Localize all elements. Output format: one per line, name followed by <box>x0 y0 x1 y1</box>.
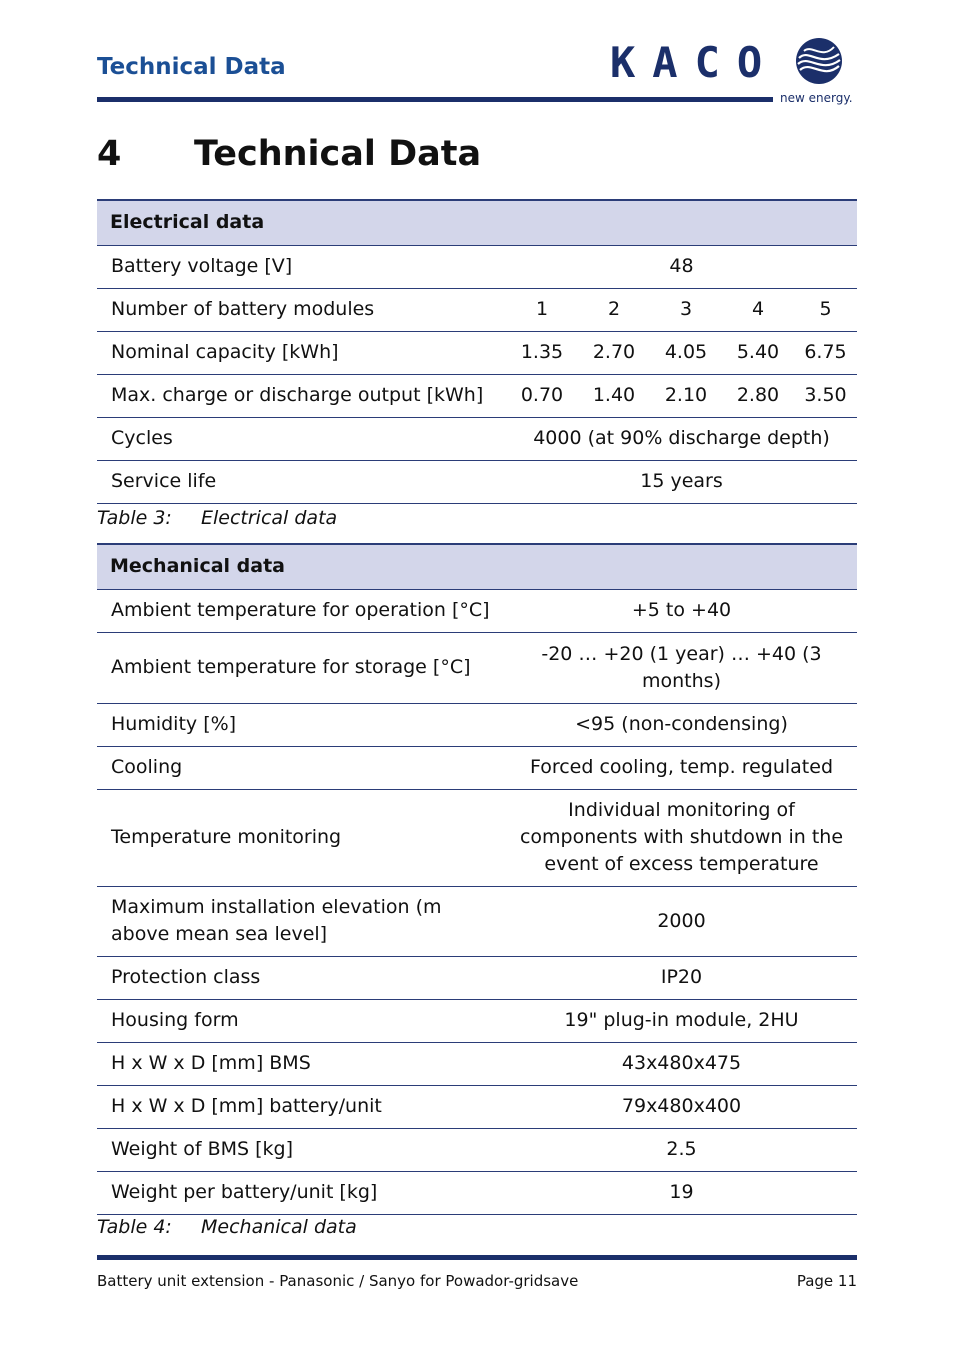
table-row <box>97 956 857 999</box>
row-value: 19" plug-in module, 2HU <box>506 999 857 1042</box>
row-label: Battery voltage [V] <box>97 245 506 288</box>
row-value: 48 <box>506 245 857 288</box>
row-label: H x W x D [mm] BMS <box>97 1042 506 1085</box>
row-label: Ambient temperature for operation [°C] <box>97 589 506 632</box>
electrical-heading: Electrical data <box>97 200 857 245</box>
table-row <box>97 886 857 956</box>
row-label: Housing form <box>97 999 506 1042</box>
row-label: Temperature monitoring <box>97 789 506 886</box>
footer-page-number: Page 11 <box>796 1272 857 1290</box>
row-value: 2.70 <box>578 331 650 374</box>
running-header-title: Technical Data <box>97 54 286 80</box>
row-label: Cycles <box>97 417 506 460</box>
table-row <box>97 1128 857 1171</box>
table-row <box>97 374 857 417</box>
table-row <box>97 288 857 331</box>
row-value: 79x480x400 <box>506 1085 857 1128</box>
row-label: Max. charge or discharge output [kWh] <box>97 374 506 417</box>
table-heading-row <box>97 544 857 589</box>
row-value: 2000 <box>506 886 857 956</box>
row-value: 4.05 <box>650 331 722 374</box>
row-value: 4 <box>722 288 794 331</box>
header-rule <box>97 97 773 102</box>
table-row <box>97 460 857 503</box>
row-value: 3.50 <box>794 374 857 417</box>
row-value: 2.80 <box>722 374 794 417</box>
row-value: +5 to +40 <box>506 589 857 632</box>
table-row <box>97 1171 857 1214</box>
row-label: Humidity [%] <box>97 703 506 746</box>
footer-rule <box>97 1255 857 1260</box>
row-label: H x W x D [mm] battery/unit <box>97 1085 506 1128</box>
table-row <box>97 999 857 1042</box>
table-row <box>97 789 857 886</box>
footer-document-title: Battery unit extension - Panasonic / Sanyo for Powador-gridsave <box>97 1272 579 1290</box>
row-label: Weight of BMS [kg] <box>97 1128 506 1171</box>
row-value: 4000 (at 90% discharge depth) <box>506 417 857 460</box>
row-value: -20 … +20 (1 year) … +40 (3 months) <box>506 632 857 703</box>
table-heading-row <box>97 200 857 245</box>
logo-swirl-icon <box>794 36 844 86</box>
chapter-number: 4 <box>97 134 122 174</box>
table-3-caption <box>97 507 337 529</box>
kaco-logo <box>608 34 868 114</box>
row-label: Service life <box>97 460 506 503</box>
table-row <box>97 1042 857 1085</box>
table-row <box>97 589 857 632</box>
row-label: Maximum installation elevation (m above mean sea level] <box>97 886 506 956</box>
row-value: 2 <box>578 288 650 331</box>
table-row <box>97 746 857 789</box>
row-value: 5.40 <box>722 331 794 374</box>
row-value: 5 <box>794 288 857 331</box>
row-value: 3 <box>650 288 722 331</box>
row-label: Cooling <box>97 746 506 789</box>
table-row <box>97 1085 857 1128</box>
row-value: 2.10 <box>650 374 722 417</box>
row-value: 1 <box>506 288 578 331</box>
row-label: Protection class <box>97 956 506 999</box>
chapter-title: Technical Data <box>194 134 482 174</box>
row-value: 6.75 <box>794 331 857 374</box>
row-label: Ambient temperature for storage [°C] <box>97 632 506 703</box>
caption-text: Mechanical data <box>201 1216 357 1238</box>
row-label: Nominal capacity [kWh] <box>97 331 506 374</box>
mechanical-heading: Mechanical data <box>97 544 857 589</box>
table-row <box>97 632 857 703</box>
logo-wordmark: KACO <box>610 38 780 87</box>
row-value: 1.40 <box>578 374 650 417</box>
row-value: IP20 <box>506 956 857 999</box>
table-row <box>97 245 857 288</box>
row-value: 1.35 <box>506 331 578 374</box>
row-value: Individual monitoring of components with shutdown in the event of excess temperature <box>506 789 857 886</box>
row-value: 0.70 <box>506 374 578 417</box>
row-label: Weight per battery/unit [kg] <box>97 1171 506 1214</box>
row-value: 15 years <box>506 460 857 503</box>
caption-text: Electrical data <box>201 507 338 529</box>
row-label: Number of battery modules <box>97 288 506 331</box>
row-value: 2.5 <box>506 1128 857 1171</box>
table-4-caption <box>97 1216 357 1238</box>
row-value: 43x480x475 <box>506 1042 857 1085</box>
row-value: 19 <box>506 1171 857 1214</box>
caption-label: Table 4: <box>97 1216 172 1238</box>
row-value: <95 (non-condensing) <box>506 703 857 746</box>
caption-label: Table 3: <box>97 507 172 529</box>
electrical-data-table <box>97 199 857 504</box>
table-row <box>97 417 857 460</box>
table-row <box>97 703 857 746</box>
logo-tagline: new energy. <box>780 91 853 105</box>
table-row <box>97 331 857 374</box>
chapter-heading <box>97 134 481 174</box>
mechanical-data-table <box>97 543 857 1215</box>
row-value: Forced cooling, temp. regulated <box>506 746 857 789</box>
